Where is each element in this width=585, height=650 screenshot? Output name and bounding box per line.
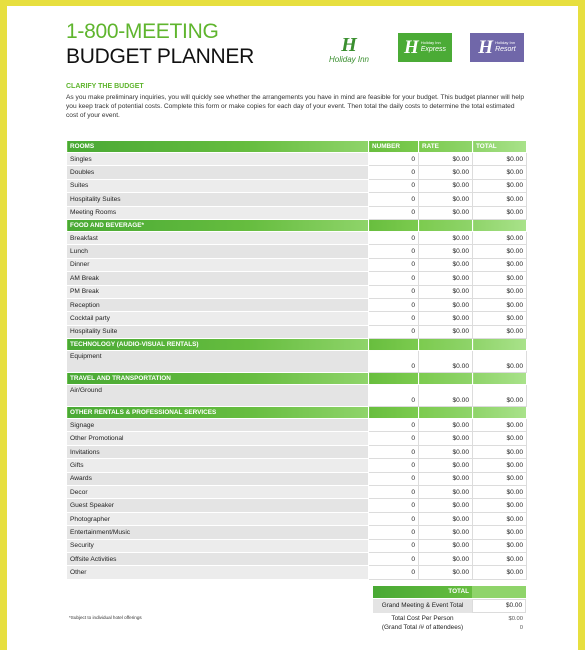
table-row (67, 231, 527, 244)
rate-cell[interactable]: $0.00 (419, 231, 473, 244)
total-cell: $0.00 (473, 193, 527, 206)
number-cell[interactable]: 0 (369, 272, 419, 285)
table-row (67, 552, 527, 565)
number-cell[interactable]: 0 (369, 445, 419, 458)
item-label: Guest Speaker (67, 499, 369, 512)
rate-column-header (419, 407, 473, 419)
rate-cell[interactable]: $0.00 (419, 245, 473, 258)
total-cell: $0.00 (473, 272, 527, 285)
rate-column-header (419, 373, 473, 385)
table-row (67, 285, 527, 298)
number-column-header (369, 373, 419, 385)
total-cell: $0.00 (473, 566, 527, 579)
item-label: Dinner (67, 258, 369, 271)
rate-cell[interactable]: $0.00 (419, 298, 473, 311)
table-row (67, 258, 527, 271)
rate-cell[interactable]: $0.00 (419, 258, 473, 271)
rate-cell[interactable]: $0.00 (419, 272, 473, 285)
table-row (67, 566, 527, 579)
per-person-value[interactable]: $0.00 (508, 616, 523, 622)
budget-table (66, 140, 527, 580)
holiday-inn-express-logo (398, 33, 452, 62)
table-row (67, 499, 527, 512)
rate-cell[interactable]: $0.00 (419, 351, 473, 373)
rate-cell[interactable]: $0.00 (419, 206, 473, 219)
resort-brand: Resort (495, 45, 516, 53)
item-label: Suites (67, 179, 369, 192)
item-label: Air/Ground (67, 385, 369, 407)
table-row (67, 526, 527, 539)
number-cell[interactable]: 0 (369, 566, 419, 579)
per-person-label: Total Cost Per Person (391, 615, 454, 622)
rate-cell[interactable]: $0.00 (419, 419, 473, 432)
rate-cell[interactable]: $0.00 (419, 539, 473, 552)
table-row (67, 512, 527, 525)
number-cell[interactable]: 0 (369, 526, 419, 539)
item-label: Hospitality Suite (67, 325, 369, 338)
item-label: Gifts (67, 459, 369, 472)
total-cell: $0.00 (473, 153, 527, 166)
total-cell: $0.00 (473, 325, 527, 338)
table-row (67, 325, 527, 338)
number-cell[interactable]: 0 (369, 486, 419, 499)
item-label: Decor (67, 486, 369, 499)
page-title-line2: BUDGET PLANNER (66, 45, 254, 68)
rate-cell[interactable]: $0.00 (419, 486, 473, 499)
table-row (67, 419, 527, 432)
table-row (67, 206, 527, 219)
total-cell: $0.00 (473, 258, 527, 271)
total-cell: $0.00 (473, 539, 527, 552)
number-cell[interactable]: 0 (369, 193, 419, 206)
total-cell: $0.00 (473, 419, 527, 432)
total-column-header (473, 219, 527, 231)
table-row (67, 153, 527, 166)
rate-cell[interactable]: $0.00 (419, 179, 473, 192)
section-header (67, 219, 527, 231)
item-label: Awards (67, 472, 369, 485)
item-label: Invitations (67, 445, 369, 458)
attendees-value[interactable]: 0 (519, 624, 523, 631)
rate-cell[interactable]: $0.00 (419, 312, 473, 325)
rate-cell[interactable]: $0.00 (419, 432, 473, 445)
budget-planner-page (7, 6, 578, 650)
item-label: Doubles (67, 166, 369, 179)
totals-block (373, 586, 526, 632)
total-column-header: TOTAL (473, 141, 527, 153)
item-label: Offsite Activities (67, 552, 369, 565)
item-label: Entertainment/Music (67, 526, 369, 539)
item-label: Lunch (67, 245, 369, 258)
rate-cell[interactable]: $0.00 (419, 166, 473, 179)
rate-cell[interactable]: $0.00 (419, 445, 473, 458)
holiday-inn-logo (323, 32, 375, 66)
totals-header-fill (472, 586, 526, 598)
rate-column-header (419, 219, 473, 231)
item-label: Breakfast (67, 231, 369, 244)
page-title-line1: 1-800-MEETING (66, 20, 219, 43)
section-header (67, 141, 527, 153)
number-cell[interactable]: 0 (369, 285, 419, 298)
total-column-header (473, 373, 527, 385)
number-cell[interactable]: 0 (369, 231, 419, 244)
number-cell[interactable]: 0 (369, 472, 419, 485)
clarify-text: As you make preliminary inquiries, you will quickly see whether the arrangements you have in mind are feasible for your budget. This budget planner will help you keep track of potential costs. Complete this form or make copies for each day of your event. Then total the daily costs to determine the total estimated cost of your event. (66, 94, 525, 119)
rate-cell[interactable]: $0.00 (419, 285, 473, 298)
section-header (67, 339, 527, 351)
express-small-text: Holiday Inn (420, 40, 441, 46)
item-label: Meeting Rooms (67, 206, 369, 219)
holiday-inn-mark: H (341, 33, 357, 56)
item-label: Signage (67, 419, 369, 432)
total-cell: $0.00 (473, 486, 527, 499)
holiday-inn-resort-logo (470, 33, 524, 62)
number-cell[interactable]: 0 (369, 385, 419, 407)
table-row (67, 472, 527, 485)
section-title: OTHER RENTALS & PROFESSIONAL SERVICES (67, 407, 369, 419)
rate-cell[interactable]: $0.00 (419, 512, 473, 525)
item-label: Other (67, 566, 369, 579)
rate-column-header: RATE (419, 141, 473, 153)
rate-cell[interactable]: $0.00 (419, 526, 473, 539)
total-cell: $0.00 (473, 472, 527, 485)
section-header (67, 373, 527, 385)
item-label: Other Promotional (67, 432, 369, 445)
grand-total-value[interactable]: $0.00 (472, 599, 526, 613)
item-label: Cocktail party (67, 312, 369, 325)
rate-cell[interactable]: $0.00 (419, 385, 473, 407)
resort-small-text: Holiday Inn (495, 40, 516, 46)
footnote: *Subject to individual hotel offerings (69, 615, 142, 620)
rate-column-header (419, 339, 473, 351)
total-column-header (473, 339, 527, 351)
number-cell[interactable]: 0 (369, 312, 419, 325)
number-column-header: NUMBER (369, 141, 419, 153)
number-cell[interactable]: 0 (369, 432, 419, 445)
rate-cell[interactable]: $0.00 (419, 552, 473, 565)
number-column-header (369, 339, 419, 351)
number-column-header (369, 219, 419, 231)
express-brand: Express (420, 45, 447, 53)
total-cell: $0.00 (473, 166, 527, 179)
total-cell: $0.00 (473, 499, 527, 512)
per-person-sublabel: (Grand Total /# of attendees) (381, 623, 464, 631)
totals-header: TOTAL (373, 586, 472, 598)
section-title: TRAVEL AND TRANSPORTATION (67, 373, 369, 385)
table-row (67, 432, 527, 445)
item-label: Singles (67, 153, 369, 166)
number-column-header (369, 407, 419, 419)
number-cell[interactable]: 0 (369, 419, 419, 432)
table-row (67, 179, 527, 192)
total-cell: $0.00 (473, 385, 527, 407)
total-cell: $0.00 (473, 206, 527, 219)
rate-cell[interactable]: $0.00 (419, 459, 473, 472)
item-label: AM Break (67, 272, 369, 285)
number-cell[interactable]: 0 (369, 552, 419, 565)
total-cell: $0.00 (473, 312, 527, 325)
total-cell: $0.00 (473, 298, 527, 311)
total-cell: $0.00 (473, 245, 527, 258)
table-row (67, 385, 527, 407)
number-cell[interactable]: 0 (369, 258, 419, 271)
section-title: ROOMS (67, 141, 369, 153)
table-row (67, 298, 527, 311)
item-label: Photographer (67, 512, 369, 525)
section-title: FOOD AND BEVERAGE* (67, 219, 369, 231)
total-cell: $0.00 (473, 526, 527, 539)
rate-cell[interactable]: $0.00 (419, 325, 473, 338)
rate-cell[interactable]: $0.00 (419, 566, 473, 579)
number-cell[interactable]: 0 (369, 512, 419, 525)
table-row (67, 245, 527, 258)
grand-total-label: Grand Meeting & Event Total (373, 599, 472, 613)
rate-cell[interactable]: $0.00 (419, 193, 473, 206)
holiday-inn-brand: Holiday Inn (328, 54, 370, 64)
rate-cell[interactable]: $0.00 (419, 499, 473, 512)
total-cell: $0.00 (473, 432, 527, 445)
number-cell[interactable]: 0 (369, 166, 419, 179)
rate-cell[interactable]: $0.00 (419, 472, 473, 485)
table-row (67, 486, 527, 499)
number-cell[interactable]: 0 (369, 153, 419, 166)
table-row (67, 166, 527, 179)
number-cell[interactable]: 0 (369, 459, 419, 472)
table-row (67, 272, 527, 285)
rate-cell[interactable]: $0.00 (419, 153, 473, 166)
total-cell: $0.00 (473, 459, 527, 472)
table-row (67, 539, 527, 552)
number-cell[interactable]: 0 (369, 539, 419, 552)
table-row (67, 459, 527, 472)
number-cell[interactable]: 0 (369, 325, 419, 338)
total-cell: $0.00 (473, 231, 527, 244)
total-cell: $0.00 (473, 512, 527, 525)
section-title: TECHNOLOGY (AUDIO-VISUAL RENTALS) (67, 339, 369, 351)
item-label: Reception (67, 298, 369, 311)
table-row (67, 312, 527, 325)
total-cell: $0.00 (473, 445, 527, 458)
number-cell[interactable]: 0 (369, 179, 419, 192)
item-label: Security (67, 539, 369, 552)
total-cell: $0.00 (473, 552, 527, 565)
table-row (67, 445, 527, 458)
number-cell[interactable]: 0 (369, 298, 419, 311)
item-label: Hospitality Suites (67, 193, 369, 206)
item-label: Equipment (67, 351, 369, 373)
total-cell: $0.00 (473, 351, 527, 373)
number-cell[interactable]: 0 (369, 499, 419, 512)
table-row (67, 193, 527, 206)
clarify-heading: CLARIFY THE BUDGET (66, 83, 144, 90)
number-cell[interactable]: 0 (369, 206, 419, 219)
total-cell: $0.00 (473, 179, 527, 192)
total-cell: $0.00 (473, 285, 527, 298)
express-mark: H (403, 37, 419, 58)
number-cell[interactable]: 0 (369, 351, 419, 373)
total-column-header (473, 407, 527, 419)
table-row (67, 351, 527, 373)
number-cell[interactable]: 0 (369, 245, 419, 258)
section-header (67, 407, 527, 419)
item-label: PM Break (67, 285, 369, 298)
resort-mark: H (478, 37, 494, 58)
